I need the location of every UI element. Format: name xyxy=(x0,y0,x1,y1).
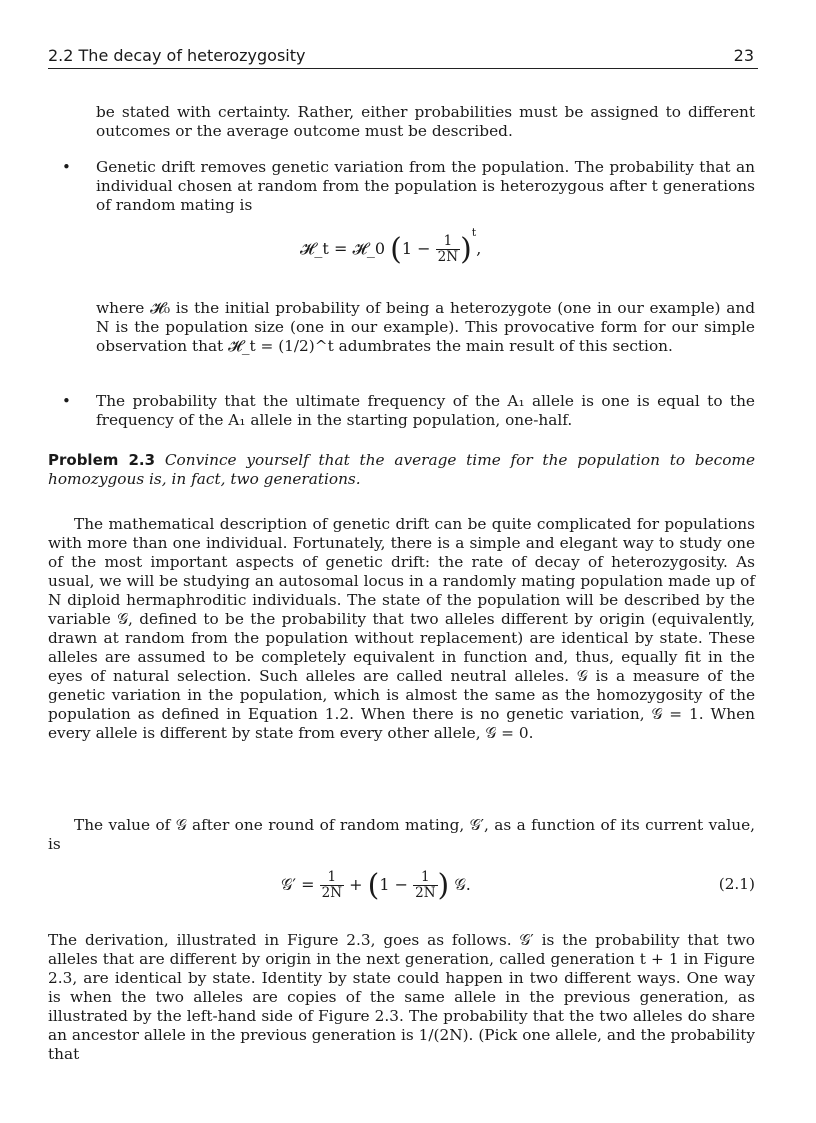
eq-h-one: 1 xyxy=(401,239,413,258)
eq-h-frac-den: 2N xyxy=(437,249,459,265)
eq-g-open-paren: ( xyxy=(367,868,380,903)
eq-g-frac2-den: 2N xyxy=(415,885,436,901)
eq-g-lhs: 𝒢′ = xyxy=(281,875,315,894)
problem-label: Problem 2.3 xyxy=(48,451,156,469)
eq-h-minus: − xyxy=(417,239,431,258)
eq-g-frac1-den: 2N xyxy=(321,885,343,901)
eq-g-minus: − xyxy=(394,875,409,894)
eq-h-lhs: 𝓗_t = 𝓗_0 xyxy=(300,239,386,258)
eq-h-exponent: t xyxy=(471,226,477,239)
eq-g-fraction-1 xyxy=(320,870,344,901)
bullet1-explanation: where 𝓗₀ is the initial probability of being a heterozygote (one in our example) and N is the population size (one in our example). This provocative form for our simple observation that 𝓗_t = (1/2)^t adumbrates the main result of this section. xyxy=(96,299,755,355)
problem-text: Convince yourself that the average time for the population to become homozygous is, in fact, two generations. xyxy=(48,451,755,488)
eq-g-frac1-num: 1 xyxy=(320,870,344,886)
problem-2-3 xyxy=(48,451,755,489)
equation-heterozygosity xyxy=(300,226,482,267)
eq-h-open-paren: ( xyxy=(390,232,402,267)
bullet2-text: The probability that the ultimate frequency of the A₁ allele is one is equal to the frequency of the A₁ allele in the starting population, one-half. xyxy=(96,392,755,429)
eq-h-fraction xyxy=(436,234,460,265)
eq-h-frac-num: 1 xyxy=(436,234,460,250)
equation-number: (2.1) xyxy=(718,875,755,893)
bullet1-intro: Genetic drift removes genetic variation from the population. The probability that an individual chosen at random from the population is heterozygous after t generations of random mating is xyxy=(96,158,755,214)
eq-g-fraction-2 xyxy=(413,870,437,901)
paragraph-main: The mathematical description of genetic drift can be quite complicated for populations with more than one individual. Fortunately, there is a simple and elegant way to study one of the most important aspects of genetic drift: the rate of decay of heterozygosity. As usual, we will be studying an autosomal locus in a randomly mating population made up of N diploid hermaphroditic individuals. The state of the population will be described by the variable 𝒢, defined to be the probability that two alleles different by origin (equivalently, drawn at random from the population without replacement) are identical by state. These alleles are assumed to be completely equivalent in function and, thus, equally fit in the eyes of natural selection. Such alleles are called neutral alleles. 𝒢 is a measure of the genetic variation in the population, which is almost the same as the homozygosity of the population as defined in Equation 1.2. When there is no genetic variation, 𝒢 = 1. When every allele is different by state from every other allele, 𝒢 = 0. xyxy=(48,515,755,742)
eq-h-close-paren: ) xyxy=(460,232,472,267)
running-header xyxy=(48,40,758,69)
eq-g-tail: 𝒢. xyxy=(454,875,471,894)
eq-g-one: 1 xyxy=(379,875,390,894)
page-number: 23 xyxy=(733,46,754,65)
eq-g-close-paren: ) xyxy=(437,868,450,903)
paragraph-derivation: The derivation, illustrated in Figure 2.3, goes as follows. 𝒢′ is the probability that two alleles that are different by origin in the next generation, called generation t + 1 in Figure 2.3, are identical by state. Identity by state could happen in two different ways. One way is when the two alleles are copies of the same allele in the previous generation, as illustrated by the left-hand side of Figure 2.3. The probability that the two alleles do share an ancestor allele in the previous generation is 1/(2N). (Pick one allele, and the probability that xyxy=(48,931,755,1063)
bullet-marker-1: • xyxy=(62,158,71,176)
equation-recursion xyxy=(281,868,471,903)
eq-g-plus: + xyxy=(349,875,363,894)
paragraph-value: The value of 𝒢 after one round of random mating, 𝒢′, as a function of its current value, is xyxy=(48,816,755,853)
eq-h-trail: , xyxy=(476,239,482,258)
section-title: 2.2 The decay of heterozygosity xyxy=(48,46,306,65)
paragraph-continuation: be stated with certainty. Rather, either probabilities must be assigned to different outcomes or the average outcome must be described. xyxy=(96,103,755,140)
eq-g-frac2-num: 1 xyxy=(413,870,437,886)
bullet-marker-2: • xyxy=(62,392,71,410)
